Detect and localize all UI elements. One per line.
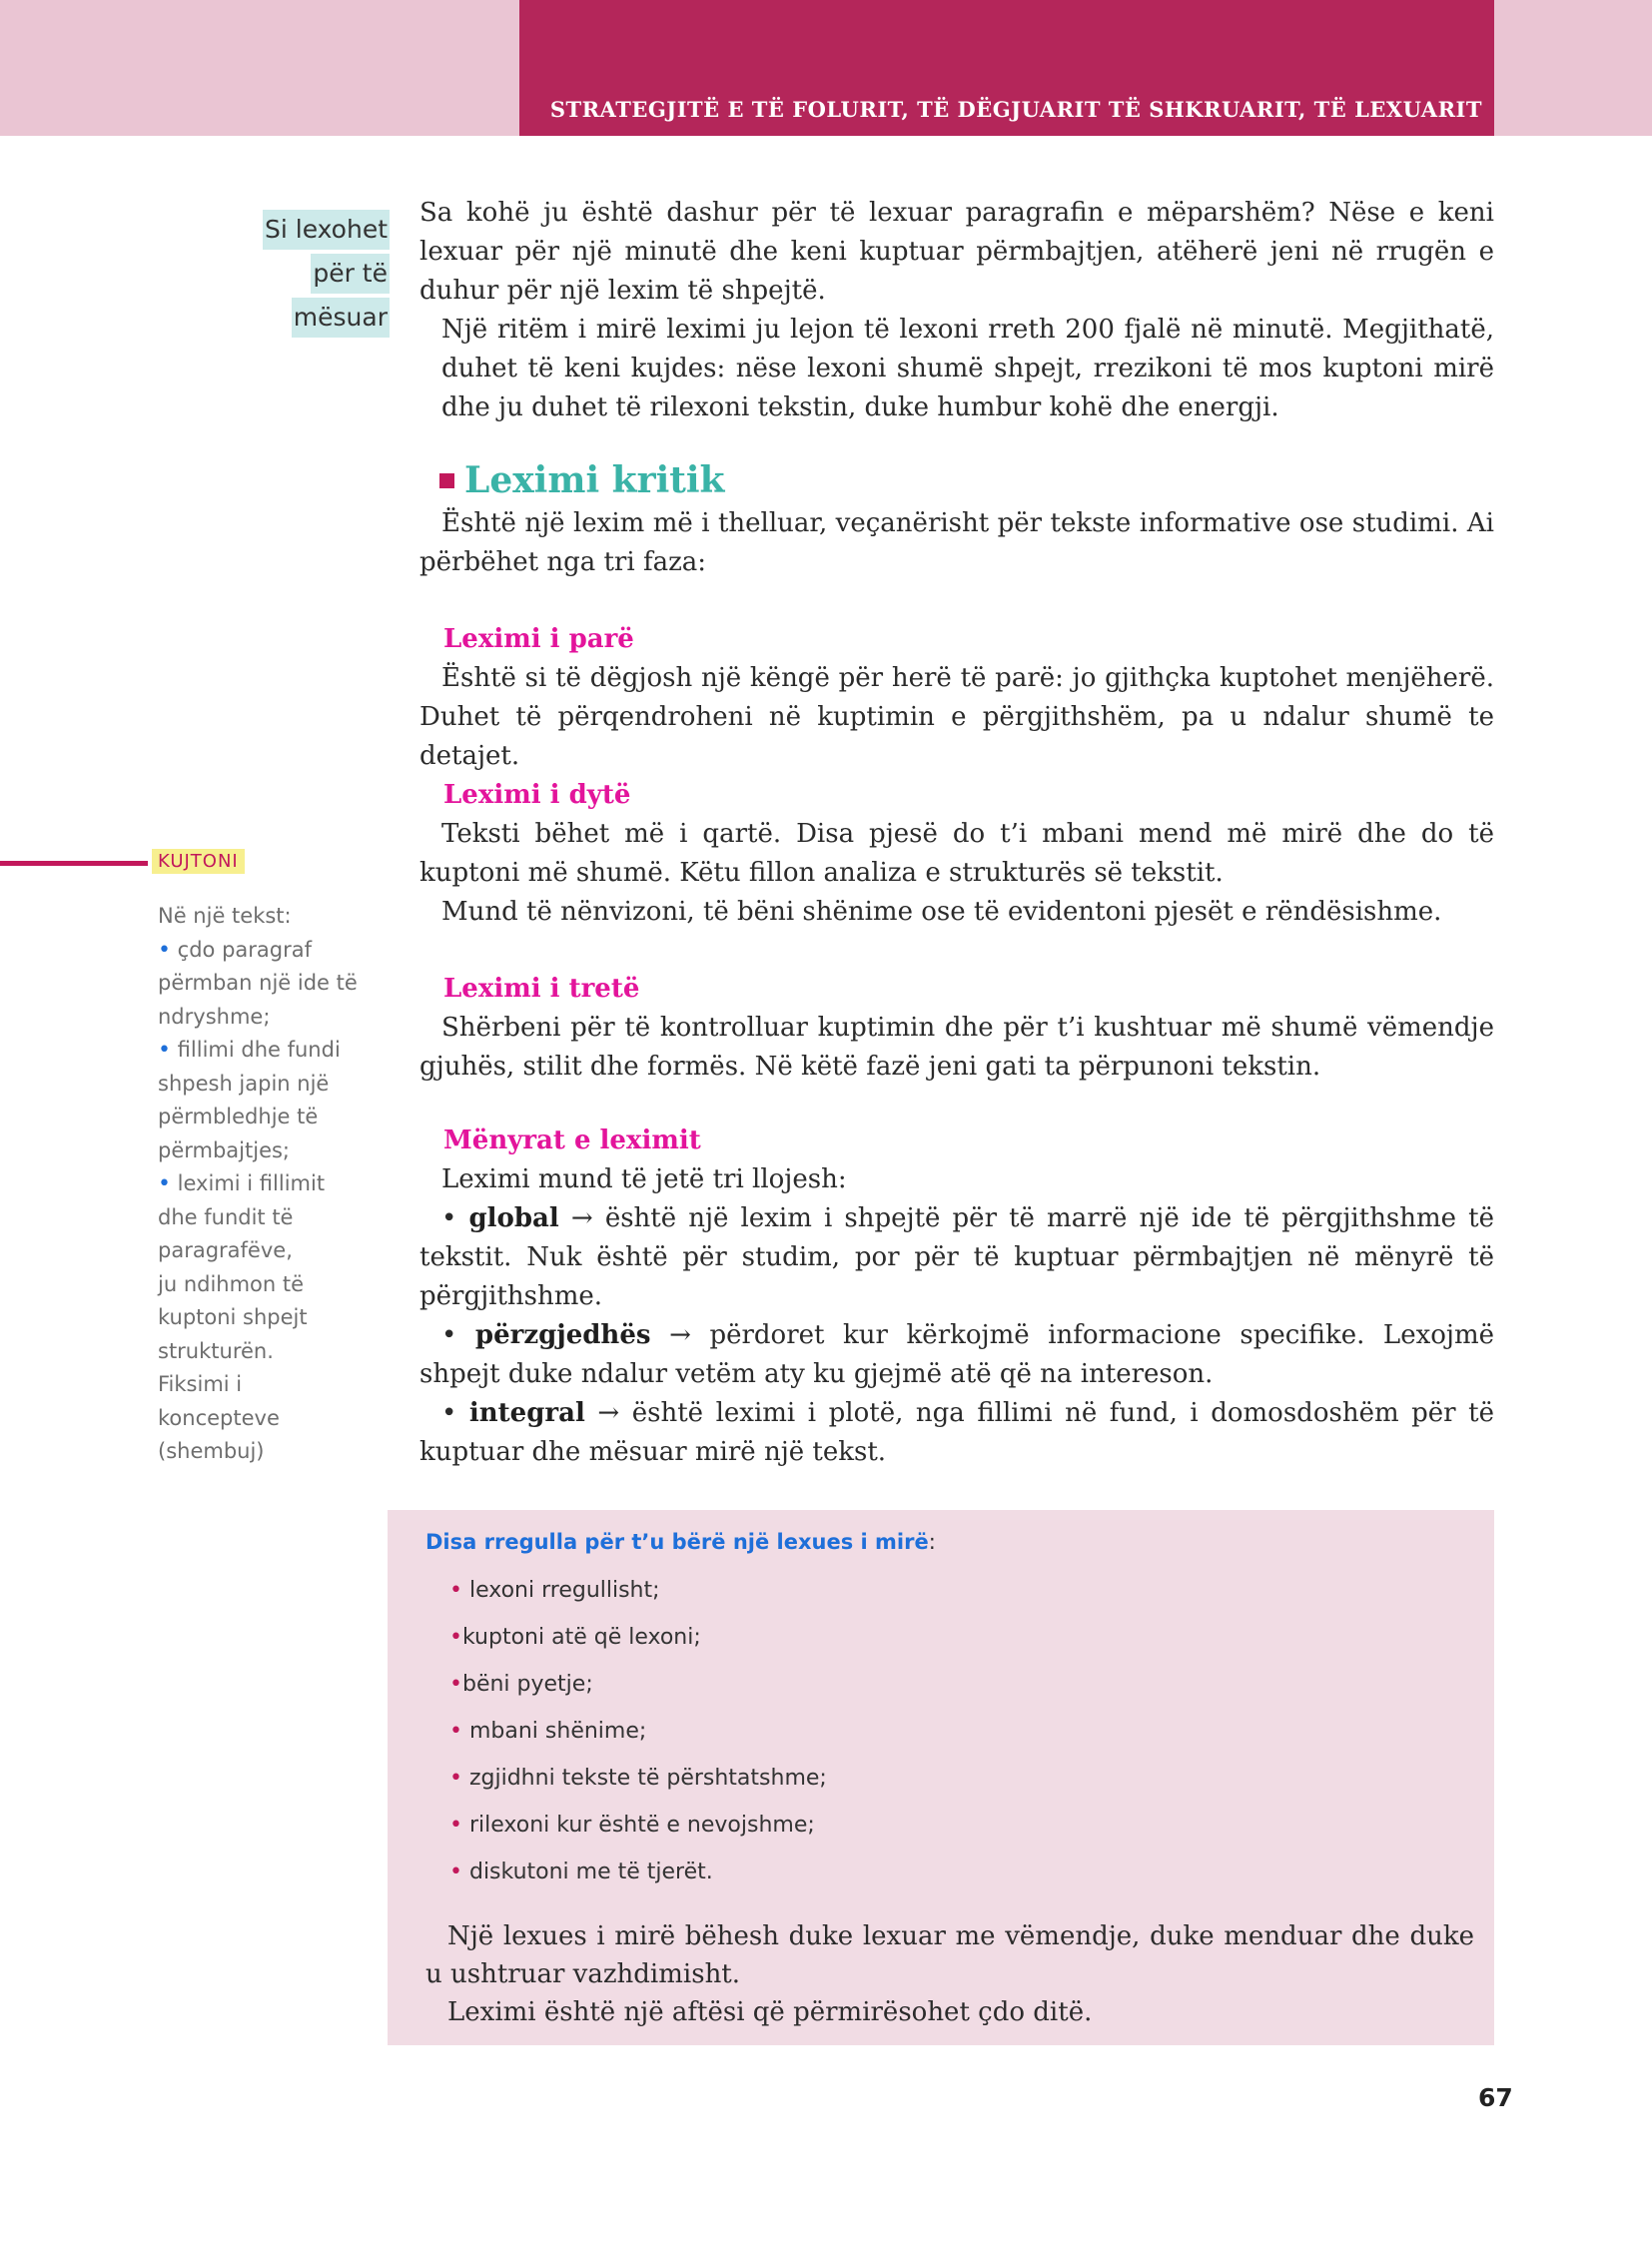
bullet-icon: • (449, 1719, 462, 1744)
rule-item: • rilexoni kur është e nevojshme; (449, 1813, 815, 1838)
mode-description: është një lexim i shpejtë për të marrë një ide të përgjithshme të tekstit. Nuk është për studim, por për të kuptuar përmbajtjen në mënyrë të përgjithshme. (419, 1203, 1495, 1311)
topic-line-1: Si lexohet (263, 210, 390, 250)
rule-item: • diskutoni me të tjerët. (449, 1860, 713, 1884)
kujtoni-line: përmban një ide të (158, 971, 358, 995)
rule-item: • zgjidhni tekste të përshtatshme; (449, 1766, 827, 1791)
reading-rules-box (388, 1510, 1494, 2045)
kujtoni-line: (shembuj) (158, 1439, 265, 1463)
second-reading-text-2: Mund të nënvizoni, të bëni shënime ose të evidentoni pjesët e rëndësishme. (441, 897, 1442, 927)
mode-term: global (468, 1203, 559, 1233)
chapter-header (519, 0, 1494, 136)
intro-paragraph-1: Sa kohë ju është dashur për të lexuar paragrafin e mëparshëm? Nëse e keni lexuar për një minutë dhe keni kuptuar përmbajtjen, atëherë jeni në rrugën e duhur për një lexim të shpejtë. (419, 198, 1494, 306)
rules-closing-1: Një lexues i mirë bëhesh duke lexuar me vëmendje, duke menduar dhe duke u ushtruar vazhdimisht. (425, 1921, 1474, 1989)
bullet-icon: • (449, 1813, 462, 1838)
rules-closing-2: Leximi është një aftësi që përmirësohet çdo ditë. (447, 1997, 1093, 2027)
intro-paragraph-2: Një ritëm i mirë leximi ju lejon të lexoni rreth 200 fjalë në minutë. Megjithatë, duhet të keni kujdes: nëse lexoni shumë shpejt, rrezikoni të mos kuptoni mirë dhe ju duhet të rilexoni tekstin, duke humbur kohë dhe energji. (441, 315, 1494, 422)
bullet-icon: • (158, 937, 171, 963)
second-reading-text-1: Teksti bëhet më i qartë. Disa pjesë do t’i mbani mend më mirë dhe do të kuptoni më shumë. Këtu fillon analiza e strukturës së tekstit. (419, 819, 1494, 888)
arrow-icon: → (597, 1398, 620, 1428)
mode-term: integral (468, 1398, 585, 1428)
reading-modes-block (419, 1160, 1494, 1472)
kujtoni-line: përmbajtjes; (158, 1137, 291, 1162)
rules-box-title: Disa rregulla për t’u bërë një lexues i mirë: (425, 1530, 936, 1554)
kujtoni-line: paragrafëve, (158, 1238, 293, 1262)
kujtoni-line: strukturën. (158, 1338, 274, 1363)
section-heading-text: Leximi kritik (464, 459, 725, 501)
first-reading-text: Është si të dëgjosh një këngë për herë të parë: jo gjithçka kuptohet menjëherë. Duhet të përqendroheni në kuptimin e përgjithshëm, pa u ndalur shumë te detajet. (419, 663, 1494, 771)
bullet-icon: • (449, 1672, 462, 1697)
bullet-icon: • (158, 1171, 171, 1196)
mode-term: përzgjedhës (474, 1320, 651, 1350)
kujtoni-intro: Në një tekst: (158, 904, 292, 928)
first-reading-block (419, 659, 1494, 776)
reading-mode-item: • përzgjedhës → përdoret kur kërkojmë informacione specifike. Lexojmë shpejt duke ndalur vetëm aty ku gjejmë atë që na intereson. (419, 1320, 1495, 1389)
kujtoni-line: dhe fundit të (158, 1204, 294, 1229)
second-reading-block (419, 815, 1494, 932)
third-reading-block (419, 1009, 1494, 1087)
kujtoni-line: koncepteve (158, 1405, 280, 1430)
reading-mode-item: • global → është një lexim i shpejtë për të marrë një ide të përgjithshme të tekstit. Nuk është për studim, por për të kuptuar përmbajtjen në mënyrë të përgjithshme. (419, 1203, 1495, 1311)
kujtoni-line: përmbledhje të (158, 1105, 319, 1128)
bullet-icon: • (449, 1860, 462, 1884)
topic-line-3: mësuar (292, 298, 390, 338)
topic-label (263, 210, 390, 342)
kujtoni-line: kuptoni shpejt (158, 1305, 308, 1329)
kujtoni-label: KUJTONI (152, 849, 245, 874)
kujtoni-line: • fillimi dhe fundi (158, 1038, 341, 1063)
mode-description: është leximi i plotë, nga fillimi në fund, i domosdoshëm për të kuptuar dhe mësuar mirë një tekst. (419, 1398, 1494, 1467)
square-bullet-icon (439, 473, 454, 488)
bullet-icon: • (449, 1766, 462, 1791)
chapter-title: STRATEGJITË E TË FOLURIT, TË DËGJUARIT TË SHKRUARIT, TË LEXUARIT (549, 97, 1482, 122)
reading-modes-intro: Leximi mund të jetë tri llojesh: (441, 1164, 847, 1194)
kujtoni-line: ndryshme; (158, 1004, 271, 1029)
arrow-icon: → (570, 1203, 593, 1233)
page-number: 67 (1478, 2083, 1513, 2112)
topic-line-2: për të (311, 254, 390, 294)
kujtoni-line: Fiksimi i (158, 1372, 243, 1396)
kujtoni-note (158, 900, 403, 1469)
section-heading (439, 455, 725, 505)
rule-item: •kuptoni atë që lexoni; (449, 1625, 701, 1650)
mode-description: përdoret kur kërkojmë informacione specifike. Lexojmë shpejt duke ndalur vetëm aty ku gjejmë atë që na intereson. (419, 1320, 1495, 1389)
bullet-icon: • (449, 1578, 462, 1603)
second-reading-title: Leximi i dytë (443, 780, 631, 810)
rule-item: • lexoni rregullisht; (449, 1578, 660, 1603)
first-reading-title: Leximi i parë (443, 624, 634, 654)
intro-text (419, 194, 1494, 427)
critical-intro (419, 504, 1494, 582)
rule-item: •bëni pyetje; (449, 1672, 593, 1697)
third-reading-text: Shërbeni për të kontrolluar kuptimin dhe për t’i kushtuar më shumë vëmendje gjuhës, stilit dhe formës. Në këtë fazë jeni gati ta përpunoni tekstin. (419, 1013, 1494, 1082)
third-reading-title: Leximi i tretë (443, 974, 640, 1004)
kujtoni-line: shpesh japin një (158, 1071, 330, 1096)
bullet-icon: • (158, 1038, 171, 1063)
kujtoni-line: ju ndihmon të (158, 1271, 305, 1296)
reading-mode-item: • integral → është leximi i plotë, nga fillimi në fund, i domosdoshëm për të kuptuar dhe mësuar mirë një tekst. (419, 1398, 1494, 1467)
arrow-icon: → (669, 1320, 691, 1350)
sidebar-divider-line (0, 861, 148, 866)
bullet-icon: • (449, 1625, 462, 1650)
kujtoni-line: • leximi i fillimit (158, 1171, 326, 1196)
kujtoni-line: • çdo paragraf (158, 937, 312, 963)
critical-intro-text: Është një lexim më i thelluar, veçanërisht për tekste informative ose studimi. Ai përbëhet nga tri faza: (419, 508, 1494, 577)
rule-item: • mbani shënime; (449, 1719, 647, 1744)
reading-modes-title: Mënyrat e leximit (443, 1125, 701, 1155)
